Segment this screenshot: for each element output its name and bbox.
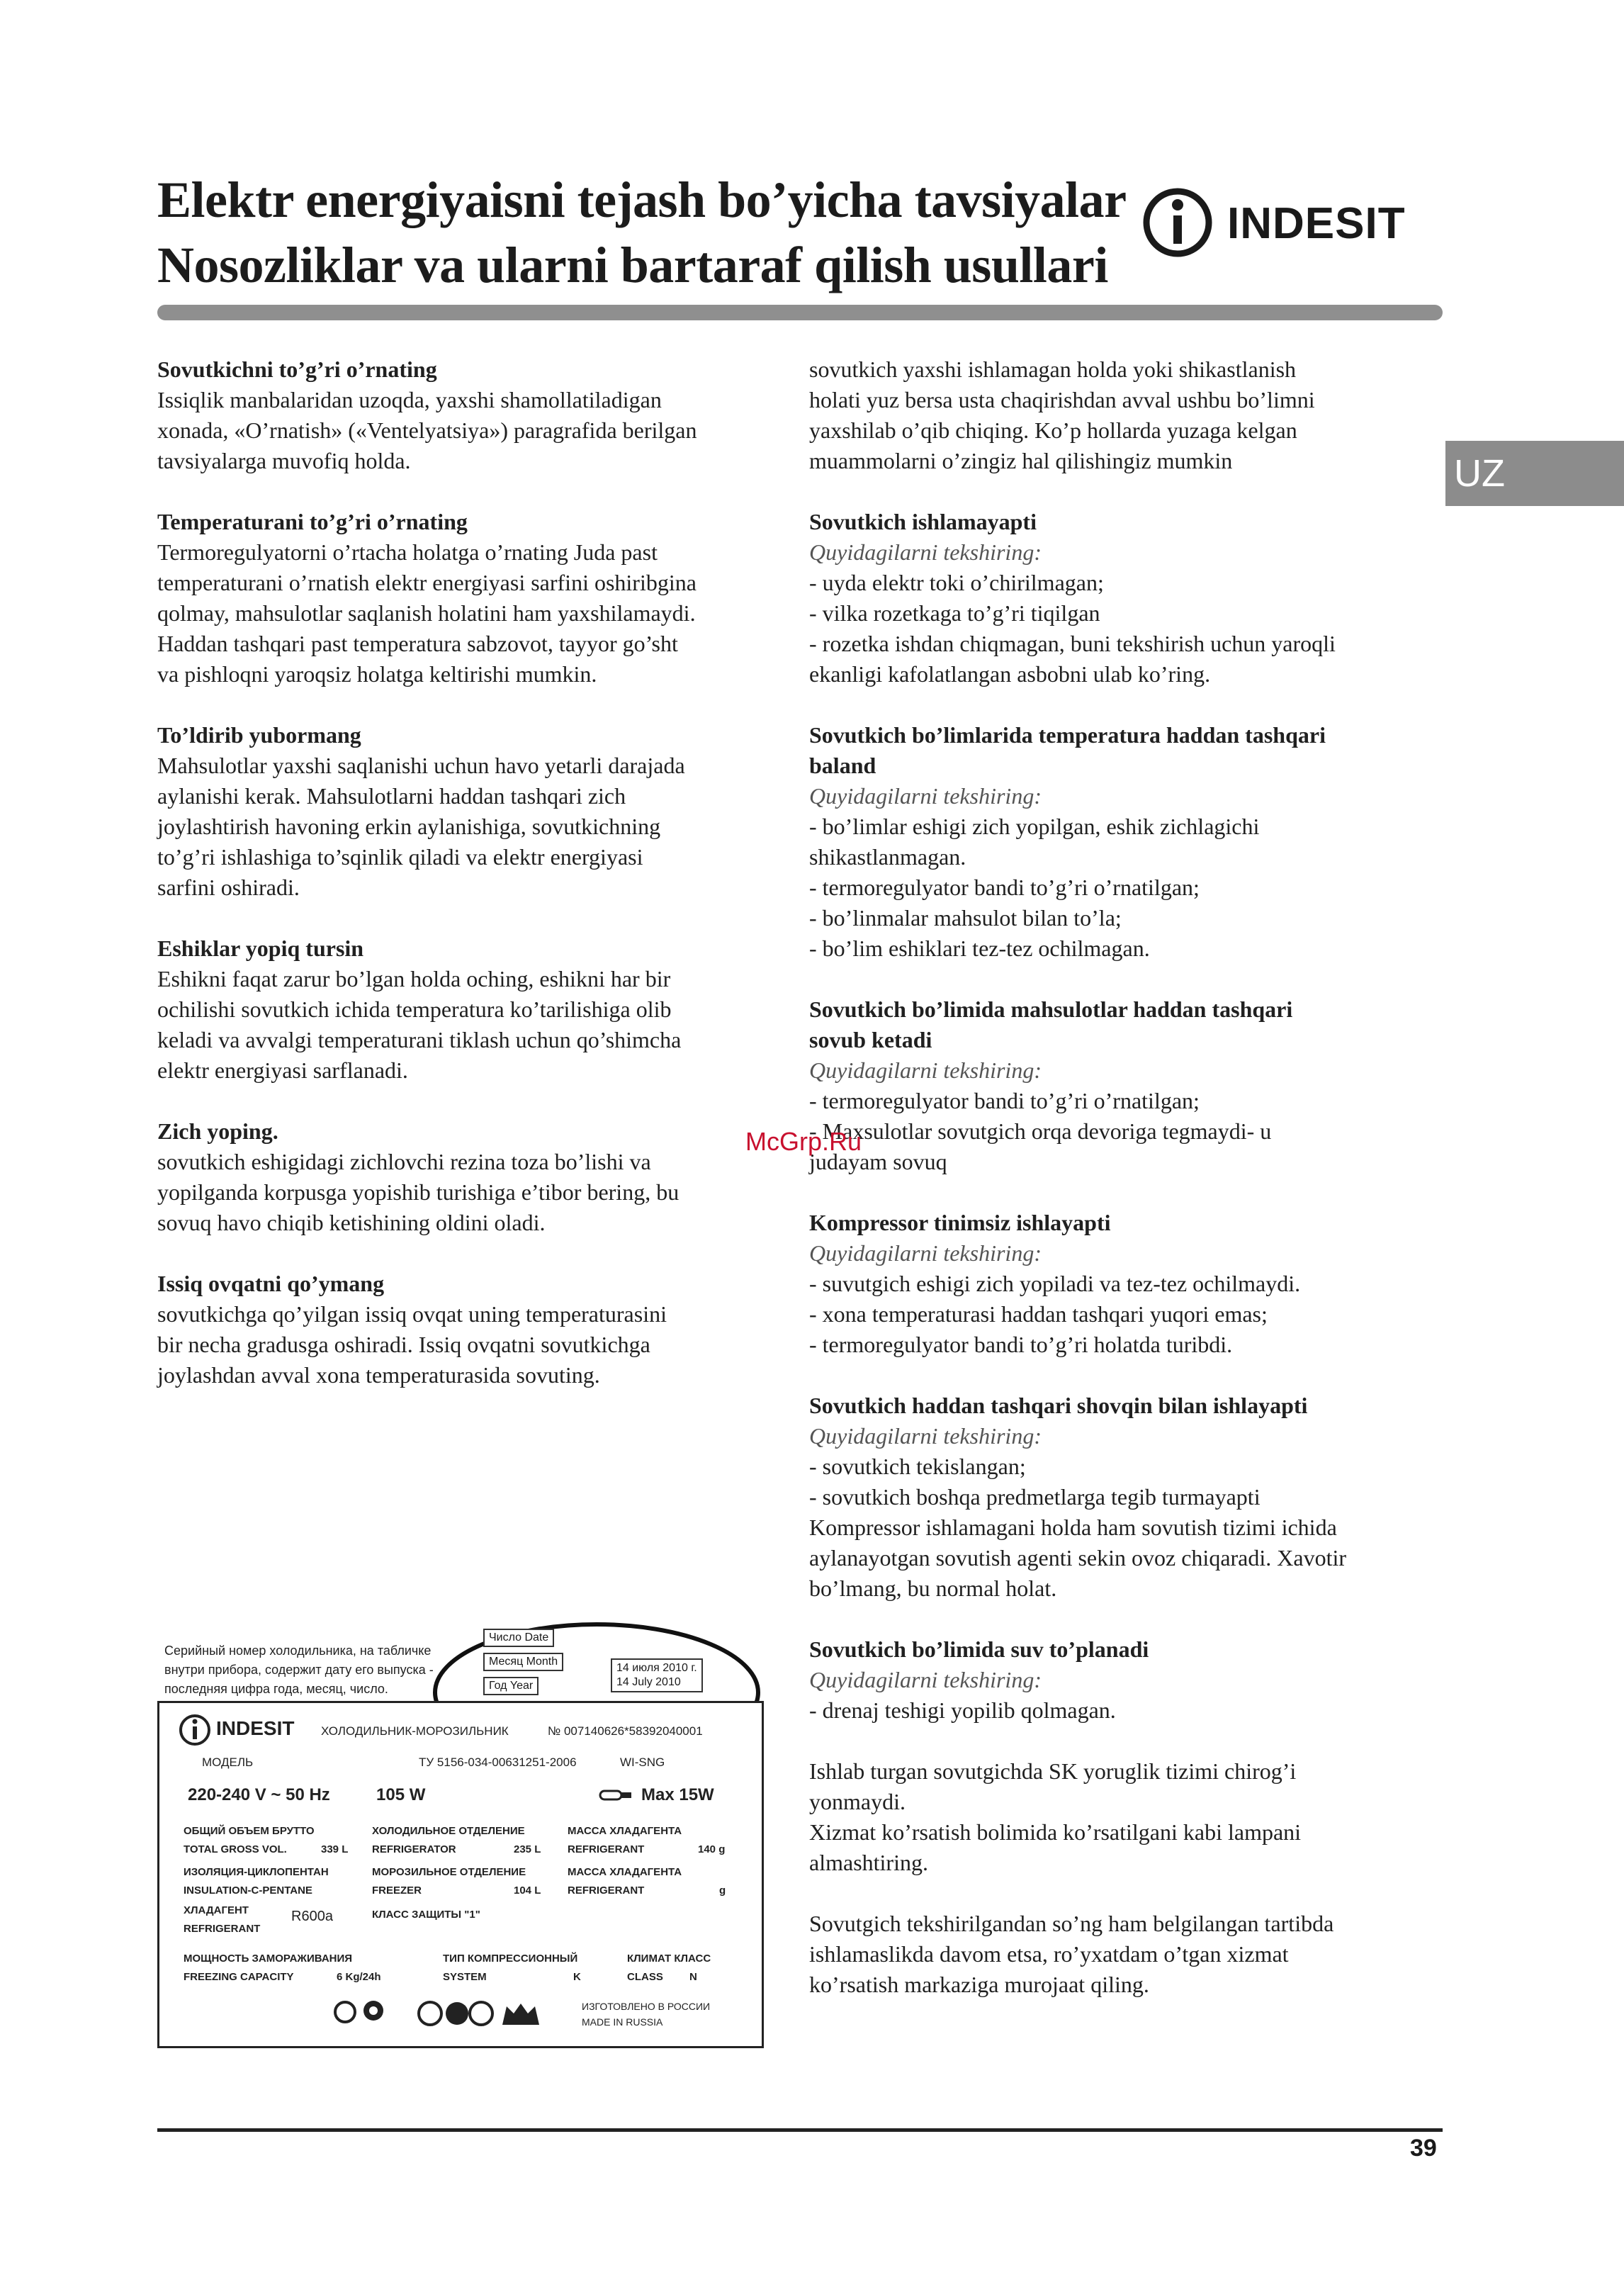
check-label: Quyidagilarni tekshiring: (809, 783, 1042, 809)
check-label: Quyidagilarni tekshiring: (809, 1240, 1042, 1266)
section (809, 1208, 1433, 1360)
climate-val: N (689, 1971, 697, 1983)
check-label: Quyidagilarni tekshiring: (809, 539, 1042, 565)
freeze-en: FREEZING CAPACITY (184, 1971, 294, 1983)
rating-plate-figure (157, 1616, 781, 2055)
mass-en: REFRIGERANT (568, 1843, 645, 1855)
comp-en: SYSTEM (443, 1971, 487, 1983)
footer-rule (157, 2128, 1443, 2132)
fridge-en: REFRIGERATOR (372, 1843, 456, 1855)
section (157, 933, 781, 1086)
section-body: - uyda elektr toki o’chirilmagan; - vilka rozetkaga to’g’ri tiqilgan - rozetka ishdan chiqmagan, buni tekshirish uchun yaroqli ekanligi kafolatlangan asbobni ulab ko’ring. (809, 570, 1336, 687)
section (809, 1634, 1433, 1726)
section (157, 354, 781, 476)
indesit-logo-icon (1142, 187, 1220, 258)
section-heading: Zich yoping. (157, 1118, 278, 1144)
climate-en: CLASS (627, 1971, 663, 1983)
section-body: sovutkich eshigidagi zichlovchi rezina toza bo’lishi va yopilganda korpusga yopishib turishiga e’tibor bering, bu sovuq havo chiqib ketishining oldini oladi. (157, 1149, 680, 1235)
mass-val: 140 g (698, 1843, 726, 1855)
section-body: Issiqlik manbalaridan uzoqda, yaxshi shamollatiladigan xonada, «O’rnatish» («Ventelyatsiya») paragrafida berilgan tavsiyalarga muvofiq holda. (157, 387, 697, 473)
brand-name: INDESIT (1227, 199, 1406, 248)
mass2-val: g (719, 1884, 726, 1897)
mass2-en: REFRIGERANT (568, 1884, 645, 1897)
mass-ru: МАССА ХЛАДАГЕНТА (568, 1825, 682, 1837)
right-column (809, 354, 1433, 2000)
section-body: - sovutkich tekislangan; - sovutkich boshqa predmetlarga tegib turmayapti Kompressor ishlamagani holda ham sovutish tizimi ichida aylanayotgan sovutish agenti sekin ovoz chiqaradi. Xavotir bo’lmang, bu normal holat. (809, 1454, 1347, 1601)
troubleshooting-intro: sovutkich yaxshi ishlamagan holda yoki shikastlanish holati yuz bersa usta chaqirishdan avval ushbu bo’limni yaxshilab o’qib chiqing. Ko’p hollarda yuzaga kelgan muammolarni o’zingiz hal qilishingiz mumkin (809, 356, 1315, 473)
plate-model: МОДЕЛЬ (202, 1755, 254, 1769)
mass2-ru: МАССА ХЛАДАГЕНТА (568, 1866, 682, 1878)
month-label: Месяц Month (483, 1653, 563, 1671)
comp-val: K (573, 1971, 581, 1983)
section-heading: Sovutkichni to’g’ri o’rnating (157, 356, 437, 382)
title-line-1: Elektr energiyaisni tejash bo’yicha tavsiyalar (157, 172, 1127, 228)
date-value-ru: 14 июля 2010 г. (616, 1662, 697, 1674)
title-line-2: Nosozliklar va ularni bartaraf qilish usullari (157, 237, 1108, 293)
fridge-ru: ХОЛОДИЛЬНОЕ ОТДЕЛЕНИЕ (372, 1825, 525, 1837)
refr-val: R600a (291, 1909, 333, 1924)
plate-power: 105 W (376, 1785, 426, 1804)
section-heading: To’ldirib yubormang (157, 722, 361, 748)
check-label: Quyidagilarni tekshiring: (809, 1667, 1042, 1692)
section-body: - termoregulyator bandi to’g’ri o’rnatilgan; - Maxsulotlar sovutgich orqa devoriga tegmaydi- u judayam sovuq (809, 1088, 1272, 1174)
freeze-ru: МОЩНОСТЬ ЗАМОРАЖИВАНИЯ (184, 1953, 353, 1965)
section-body: - drenaj teshigi yopilib qolmagan. (809, 1697, 1116, 1723)
watermark: McGrp.Ru (745, 1127, 862, 1156)
section-body: - bo’limlar eshigi zich yopilgan, eshik zichlagichi shikastlanmagan. - termoregulyator bandi to’g’ri o’rnatilgan; - bo’linmalar mahsulot bilan to’la; - bo’lim eshiklari tez-tez ochilmagan. (809, 814, 1260, 961)
section (809, 994, 1433, 1177)
freezer-val: 104 L (514, 1884, 541, 1897)
section-heading: Eshiklar yopiq tursin (157, 936, 364, 961)
plate-voltage: 220-240 V ~ 50 Hz (188, 1785, 330, 1804)
left-column (157, 354, 781, 1421)
section-heading: Sovutkich bo’limida suv to’planadi (809, 1636, 1149, 1662)
language-tab: UZ (1445, 441, 1624, 506)
gross-en: TOTAL GROSS VOL. (184, 1843, 287, 1855)
comp-ru: ТИП КОМПРЕССИОННЫЙ (443, 1953, 578, 1965)
date-value (611, 1658, 703, 1692)
section-heading: Sovutkich bo’limlarida temperatura haddan tashqari baland (809, 722, 1326, 778)
date-label: Число Date (483, 1629, 554, 1647)
check-label: Quyidagilarni tekshiring: (809, 1423, 1042, 1449)
lamp-note: Ishlab turgan sovutgichda SK yoruglik tizimi chirog’i yonmaydi. Xizmat ko’rsatish bolimida ko’rsatilgani kabi lampani almashtiring. (809, 1758, 1302, 1875)
section-body: Eshikni faqat zarur bo’lgan holda oching, eshikni har bir ochilishi sovutkich ichida temperatura ko’tarilishiga olib keladi va avvalgi temperaturani tiklash uchun qo’shimcha elektr energiyasi sarflanadi. (157, 966, 682, 1083)
plate-serial: № 007140626*58392040001 (548, 1724, 703, 1738)
plate-product: ХОЛОДИЛЬНИК-МОРОЗИЛЬНИК (321, 1724, 509, 1738)
section-body: - suvutgich eshigi zich yopiladi va tez-tez ochilmaydi. - xona temperaturasi haddan tashqari yuqori emas; - termoregulyator bandi to’g’ri holatda turibdi. (809, 1271, 1301, 1357)
serial-note: Серийный номер холодильника, на табличке внутри прибора, содержит дату его выпуска - последняя цифра года, месяц, число. (164, 1644, 434, 1696)
page-title (157, 167, 1163, 298)
gross-ru: ОБЩИЙ ОБЪЕМ БРУТТО (184, 1825, 315, 1837)
section-body: sovutkichga qo’yilgan issiq ovqat uning temperaturasini bir necha gradusga oshiradi. Issiq ovqatni sovutkichga joylashdan avval xona temperaturasida sovuting. (157, 1301, 667, 1388)
header-rule (157, 305, 1443, 320)
plate-logo-icon (178, 1713, 212, 1747)
section (809, 507, 1433, 690)
section (157, 720, 781, 903)
check-label: Quyidagilarni tekshiring: (809, 1057, 1042, 1083)
section (157, 507, 781, 690)
section-heading: Sovutkich haddan tashqari shovqin bilan ishlayapti (809, 1393, 1308, 1418)
date-value-en: 14 July 2010 (616, 1676, 681, 1688)
gross-val: 339 L (321, 1843, 349, 1855)
refr-ru: ХЛАДАГЕНТ (184, 1904, 249, 1916)
lamp-icon (599, 1787, 634, 1804)
section (809, 1391, 1433, 1604)
section-heading: Issiq ovqatni qo’ymang (157, 1271, 385, 1296)
plate-tu: ТУ 5156-034-00631251-2006 (419, 1755, 577, 1769)
made-ru: ИЗГОТОВЛЕНО В РОССИИ (582, 2001, 711, 2012)
plate-wi: WI-SNG (620, 1755, 665, 1769)
insul-en: INSULATION-C-PENTANE (184, 1884, 312, 1897)
freezer-en: FREEZER (372, 1884, 422, 1897)
refr-en: REFRIGERANT (184, 1923, 261, 1935)
freeze-val: 6 Kg/24h (337, 1971, 381, 1983)
fridge-val: 235 L (514, 1843, 541, 1855)
plate-lamp: Max 15W (641, 1785, 714, 1804)
section-heading: Kompressor tinimsiz ishlayapti (809, 1210, 1111, 1235)
section-heading: Temperaturani to’g’ri o’rnating (157, 509, 468, 534)
climate-ru: КЛИМАТ КЛАСС (627, 1953, 711, 1965)
page-number: 39 (1410, 2135, 1437, 2162)
rating-plate (157, 1701, 764, 2048)
made-en: MADE IN RUSSIA (582, 2016, 663, 2028)
insul-ru: ИЗОЛЯЦИЯ-ЦИКЛОПЕНТАН (184, 1866, 329, 1878)
year-label: Год Year (483, 1677, 538, 1695)
section (809, 720, 1433, 964)
section-body: Termoregulyatorni o’rtacha holatga o’rnating Juda past temperaturani o’rnatish elektr energiyasi sarfini oshiribgina qolmay, mahsulotlar saqlanish holatini ham yaxshilamaydi. Haddan tashqari past temperatura sabzovot, tayyor go’sht va pishloqni yaroqsiz holatga keltirishi mumkin. (157, 539, 697, 687)
indesit-logo (1142, 187, 1426, 258)
section (157, 1269, 781, 1391)
section-heading: Sovutkich bo’limida mahsulotlar haddan tashqari sovub ketadi (809, 996, 1293, 1052)
service-note: Sovutgich tekshirilgandan so’ng ham belgilangan tartibda ishlamaslikda davom etsa, ro’yxatdam o’tgan xizmat ko’rsatish markaziga murojaat qiling. (809, 1911, 1334, 1997)
protect-class: КЛАСС ЗАЩИТЫ "1" (372, 1909, 480, 1921)
plate-brand: INDESIT (216, 1717, 295, 1739)
section (157, 1116, 781, 1238)
section-heading: Sovutkich ishlamayapti (809, 509, 1037, 534)
section-body: Mahsulotlar yaxshi saqlanishi uchun havo yetarli darajada aylanishi kerak. Mahsulotlarni haddan tashqari zich joylashtirish havoning erkin aylanishiga, sovutkichning to’g’ri ishlashiga to’sqinlik qiladi va elektr energiyasi sarfini oshiradi. (157, 753, 685, 900)
freezer-ru: МОРОЗИЛЬНОЕ ОТДЕЛЕНИЕ (372, 1866, 526, 1878)
certification-marks-icon (329, 1996, 563, 2032)
